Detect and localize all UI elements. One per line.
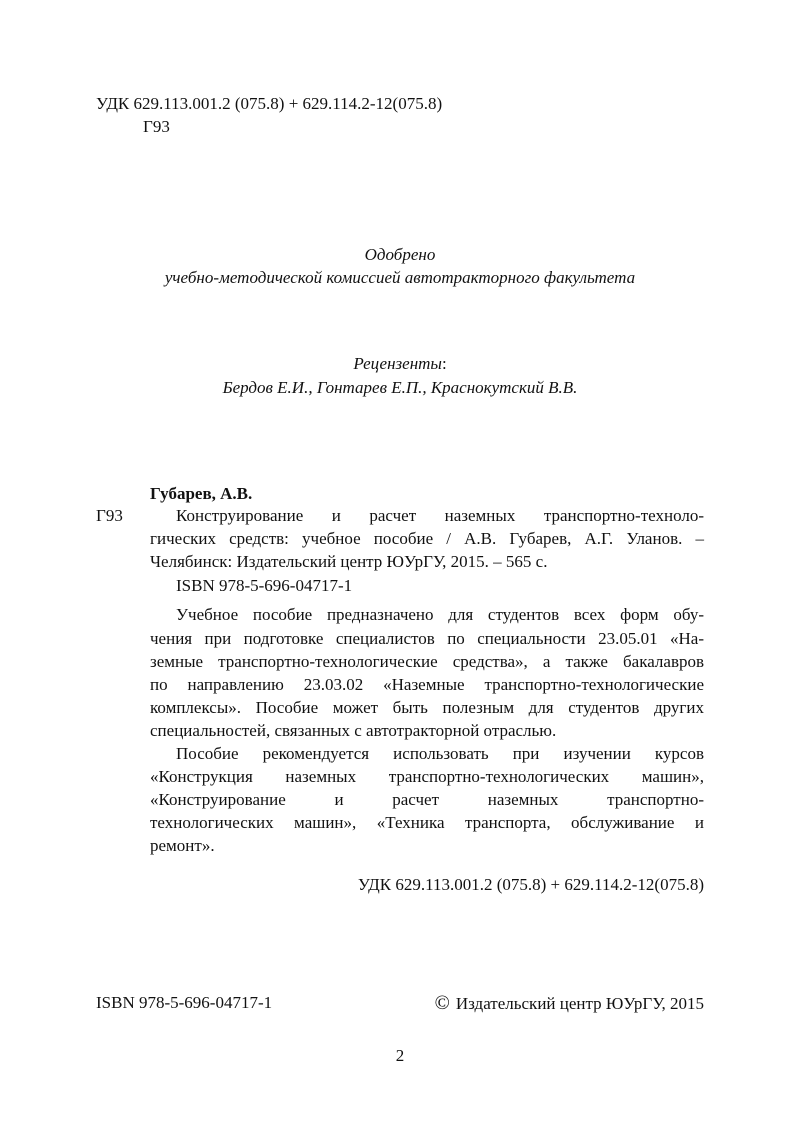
annotation-line: специальностей, связанных с автотракторной отраслью. xyxy=(150,721,557,740)
author-code-header: Г93 xyxy=(143,117,170,136)
annotation-line: Пособие рекомендуется использовать при изучении курсов xyxy=(176,744,704,763)
reviewers-names: Бердов Е.И., Гонтарев Е.П., Краснокутский В.В. xyxy=(222,378,578,397)
annotation-line: технологических машин», «Техника транспорта, обслуживание и xyxy=(150,813,704,832)
copyright-icon: © xyxy=(434,992,450,1014)
udk-bottom: УДК 629.113.001.2 (075.8) + 629.114.2-12(075.8) xyxy=(357,875,704,894)
reviewers-heading xyxy=(0,353,800,375)
reviewers-title: Рецензенты xyxy=(353,354,442,373)
bib-isbn: ISBN 978-5-696-04717-1 xyxy=(176,576,353,595)
reviewers-colon: : xyxy=(441,354,447,373)
annotation-line: земные транспортно-технологические средства», а также бакалавров xyxy=(150,652,704,671)
annotation-line: по направлению 23.03.02 «Наземные транспортно-технологические xyxy=(150,675,704,694)
page-number: 2 xyxy=(395,1046,405,1065)
annotation-line: комплексы». Пособие может быть полезным для студентов других xyxy=(150,698,704,717)
annotation-line: «Конструкция наземных транспортно-технологических машин», xyxy=(150,767,704,786)
bib-author: Губарев, А.В. xyxy=(150,484,253,503)
udk-header: УДК 629.113.001.2 (075.8) + 629.114.2-12(075.8) xyxy=(96,94,443,113)
annotation-line: чения при подготовке специалистов по специальности 23.05.01 «На- xyxy=(150,629,704,648)
bib-entry-line: Конструирование и расчет наземных транспортно-техноло- xyxy=(176,506,704,525)
approval-body: учебно-методической комиссией автотракторного факультета xyxy=(164,268,636,287)
bib-entry-line: гических средств: учебное пособие / А.В. Губарев, А.Г. Уланов. – xyxy=(150,529,704,548)
annotation-line: «Конструирование и расчет наземных транспортно- xyxy=(150,790,704,809)
annotation-line: ремонт». xyxy=(150,836,215,855)
annotation-line: Учебное пособие предназначено для студентов всех форм обу- xyxy=(176,605,704,624)
approval-title: Одобрено xyxy=(364,245,436,264)
bib-code: Г93 xyxy=(96,506,123,525)
copyright-text: Издательский центр ЮУрГУ, 2015 xyxy=(455,994,704,1013)
footer-copyright xyxy=(435,992,704,1015)
bib-entry-line: Челябинск: Издательский центр ЮУрГУ, 2015. – 565 с. xyxy=(150,552,548,571)
footer-isbn: ISBN 978-5-696-04717-1 xyxy=(96,993,273,1012)
